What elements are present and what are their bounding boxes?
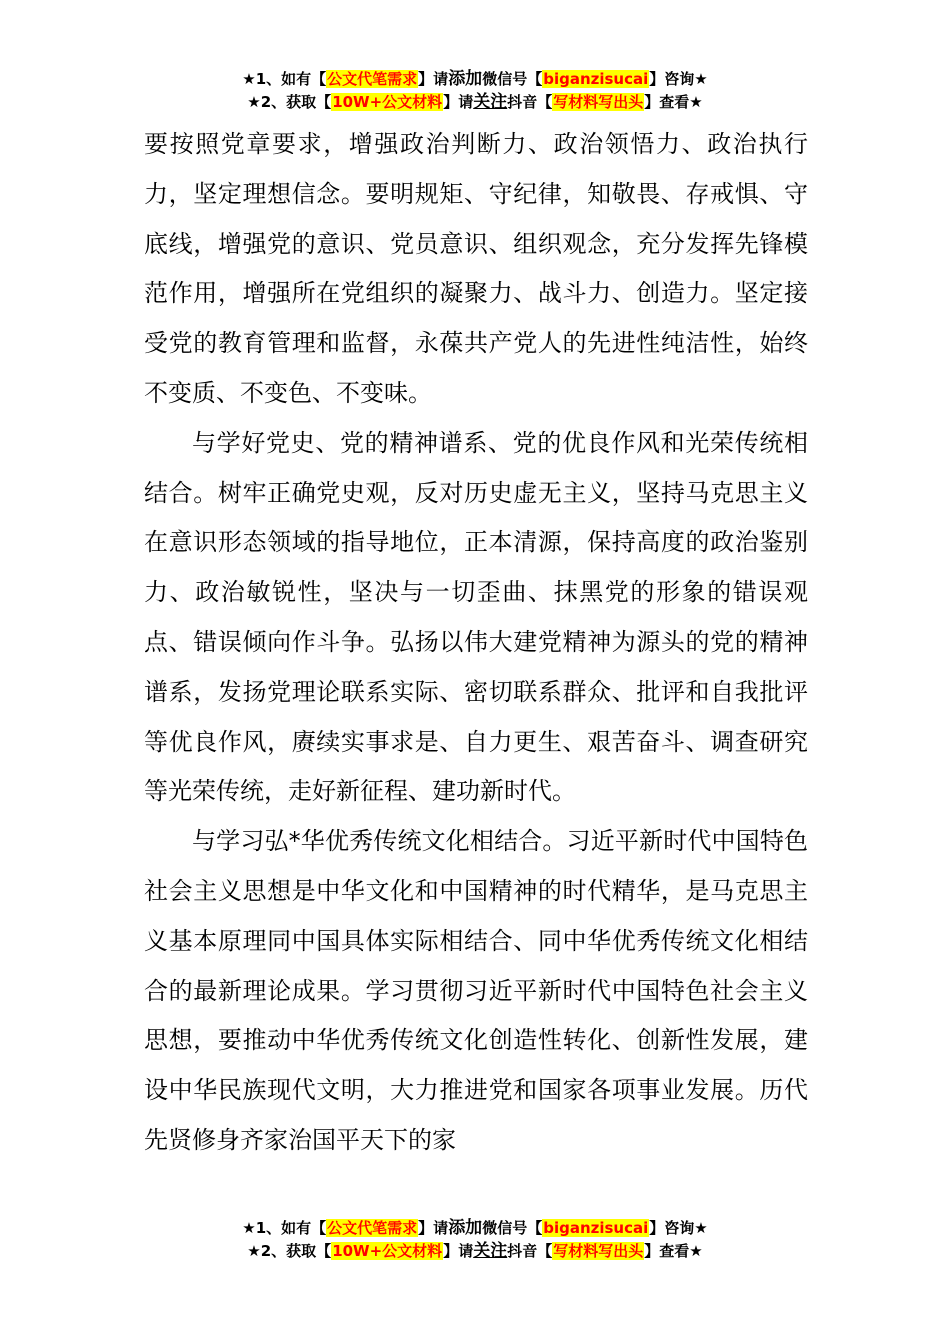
banner-highlight: 写材料写出头 bbox=[553, 93, 644, 111]
banner-line-1 bbox=[0, 1217, 950, 1240]
banner-text: 】咨询★ bbox=[649, 1219, 708, 1237]
banner-text: 】请 bbox=[443, 93, 474, 111]
document-body bbox=[144, 120, 808, 1166]
footer-banner bbox=[0, 1217, 950, 1263]
banner-highlight: 10W+公文材料 bbox=[332, 1242, 443, 1260]
banner-text: 微信号【 bbox=[482, 70, 543, 88]
banner-text: 】查看★ bbox=[644, 1242, 703, 1260]
paragraph-1: 要按照党章要求，增强政治判断力、政治领悟力、政治执行力，坚定理想信念。要明规矩、守纪律，知敬畏、存戒惧、守底线，增强党的意识、党员意识、组织观念，充分发挥先锋模范作用，增强所在党组织的凝聚力、战斗力、创造力。坚定接受党的教育管理和监督，永葆共产党人的先进性纯洁性，始终不变质、不变色、不变味。 bbox=[144, 130, 808, 407]
banner-highlight: biganzisucai bbox=[543, 70, 649, 88]
banner-text: ★1、如有【 bbox=[242, 1219, 327, 1237]
banner-text: 】查看★ bbox=[644, 93, 703, 111]
banner-text: 】咨询★ bbox=[649, 70, 708, 88]
banner-text: 抖音【 bbox=[507, 93, 553, 111]
banner-emphasis: 关注 bbox=[473, 92, 508, 112]
banner-line-2 bbox=[0, 1240, 950, 1263]
banner-highlight: 写材料写出头 bbox=[553, 1242, 644, 1260]
banner-highlight: biganzisucai bbox=[543, 1219, 649, 1237]
banner-line-1 bbox=[0, 68, 950, 91]
banner-emphasis: 关注 bbox=[473, 1241, 508, 1261]
banner-highlight: 公文代笔需求 bbox=[327, 70, 418, 88]
banner-text: 】请 bbox=[443, 1242, 474, 1260]
banner-highlight: 10W+公文材料 bbox=[332, 93, 443, 111]
banner-text: ★1、如有【 bbox=[242, 70, 327, 88]
banner-emphasis: 添加 bbox=[448, 1218, 483, 1238]
banner-line-2 bbox=[0, 91, 950, 114]
banner-text: 微信号【 bbox=[482, 1219, 543, 1237]
banner-highlight: 公文代笔需求 bbox=[327, 1219, 418, 1237]
banner-text: 抖音【 bbox=[507, 1242, 553, 1260]
banner-emphasis: 添加 bbox=[448, 69, 483, 89]
banner-text: 】请 bbox=[418, 1219, 449, 1237]
banner-text: 】请 bbox=[418, 70, 449, 88]
banner-text: ★2、获取【 bbox=[247, 93, 332, 111]
header-banner bbox=[0, 68, 950, 114]
paragraph-3: 与学习弘*华优秀传统文化相结合。习近平新时代中国特色社会主义思想是中华文化和中国精神的时代精华，是马克思主义基本原理同中国具体实际相结合、同中华优秀传统文化相结合的最新理论成果。学习贯彻习近平新时代中国特色社会主义思想，要推动中华优秀传统文化创造性转化、创新性发展，建设中华民族现代文明，大力推进党和国家各项事业发展。历代先贤修身齐家治国平天下的家 bbox=[144, 827, 808, 1154]
banner-text: ★2、获取【 bbox=[247, 1242, 332, 1260]
paragraph-2: 与学好党史、党的精神谱系、党的优良作风和光荣传统相结合。树牢正确党史观，反对历史虚无主义，坚持马克思主义在意识形态领域的指导地位，正本清源，保持高度的政治鉴别力、政治敏锐性，坚决与一切歪曲、抹黑党的形象的错误观点、错误倾向作斗争。弘扬以伟大建党精神为源头的党的精神谱系，发扬党理论联系实际、密切联系群众、批评和自我批评等优良作风，赓续实事求是、自力更生、艰苦奋斗、调查研究等光荣传统，走好新征程、建功新时代。 bbox=[144, 428, 808, 806]
